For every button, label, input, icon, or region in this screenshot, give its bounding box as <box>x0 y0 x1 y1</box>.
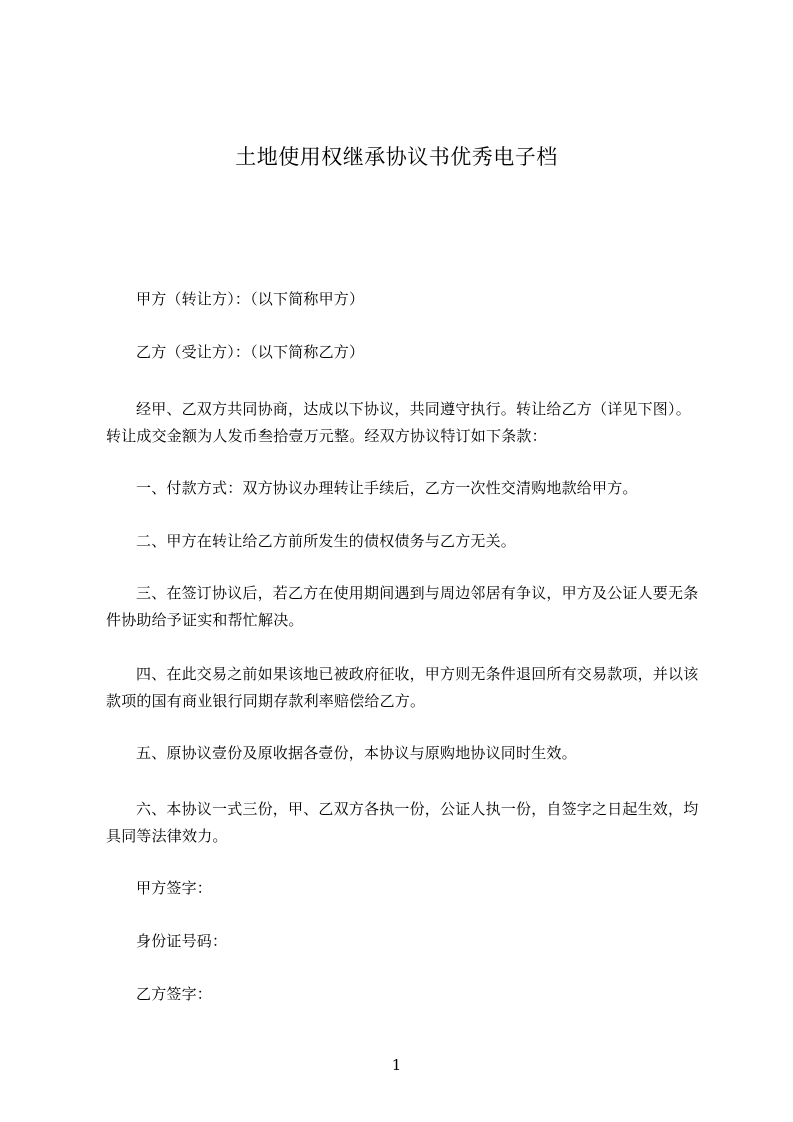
party-b-line: 乙方（受让方）：（以下简称乙方） <box>136 343 365 361</box>
party-b-signature: 乙方签字： <box>136 985 213 1003</box>
clause-5: 五、原协议壹份及原收据各壹份，本协议与原购地协议同时生效。 <box>136 744 577 762</box>
clause-2: 二、甲方在转让给乙方前所发生的债权债务与乙方无关。 <box>136 532 517 550</box>
document-title: 土地使用权继承协议书优秀电子档 <box>235 145 558 169</box>
clause-6: 六、本协议一式三份，甲、乙双方各执一份，公证人执一份，自签字之日起生效，均具同等法律效力。 <box>106 800 699 845</box>
page-number: 1 <box>391 1056 402 1074</box>
party-a-line: 甲方（转让方）：（以下简称甲方） <box>136 290 365 308</box>
id-number-line: 身份证号码： <box>136 932 228 950</box>
clause-1: 一、付款方式：双方协议办理转让手续后，乙方一次性交清购地款给甲方。 <box>136 479 638 497</box>
agreement-preamble: 经甲、乙双方共同协商，达成以下协议，共同遵守执行。转让给乙方（详见下图）。转让成交金额为人发币叁拾壹万元整。经双方协议特订如下条款： <box>106 400 691 445</box>
party-a-signature: 甲方签字： <box>136 879 213 897</box>
clause-4: 四、在此交易之前如果该地已被政府征收，甲方则无条件退回所有交易款项，并以该款项的国有商业银行同期存款利率赔偿给乙方。 <box>106 665 699 710</box>
clause-3: 三、在签订协议后，若乙方在使用期间遇到与周边邻居有争议，甲方及公证人要无条件协助给予证实和帮忙解决。 <box>106 584 699 629</box>
